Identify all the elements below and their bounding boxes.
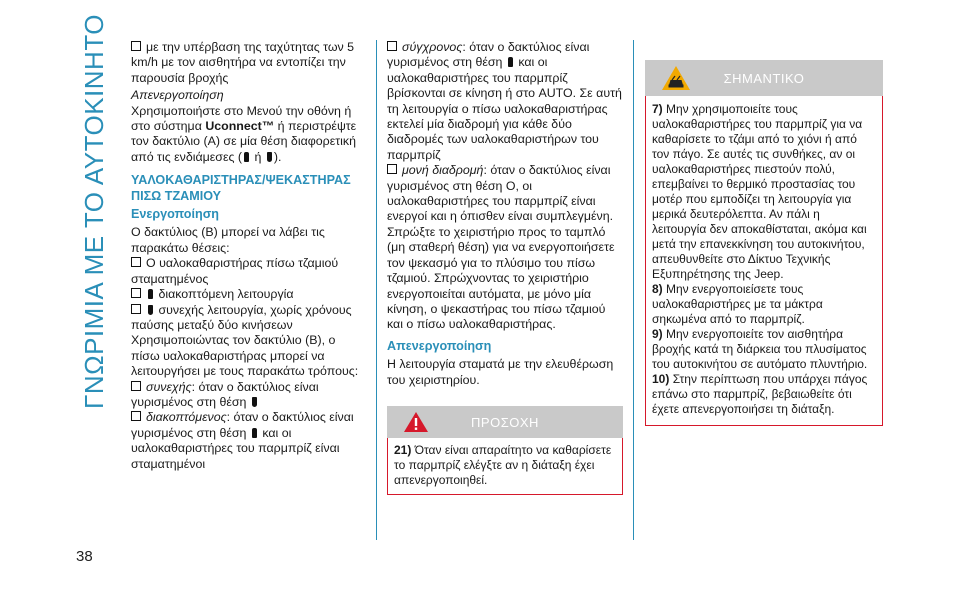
list-item: συνεχής: όταν ο δακτύλιος είναι γυρισμένος στη θέση (131, 379, 319, 409)
ring-paragraph: Ο δακτύλιος (B) μπορεί να λάβει τις παρακάτω θέσεις: (131, 225, 325, 255)
column-1 (131, 40, 367, 472)
side-section-title: ΓΝΩΡΙΜΙΑ ΜΕ ΤΟ ΑΥΤΟΚΙΝΗΤΟ (78, 13, 109, 409)
warning-title: ΠΡΟΣΟΧΗ (471, 414, 539, 430)
list-item: Ο υαλοκαθαριστήρας πίσω τζαμιού σταματημένος (131, 256, 339, 286)
position-box-icon (131, 288, 141, 298)
wiper-position-icon (148, 289, 153, 299)
column-divider (633, 40, 634, 540)
wiper-position-icon (252, 397, 257, 407)
section-heading: ΥΑΛΟΚΑΘΑΡΙΣΤΗΡΑΣ/ΨΕΚΑΣΤΗΡΑΣ ΠΙΣΩ ΤΖΑΜΙΟΥ (131, 173, 351, 203)
note-item: 7) Μην χρησιμοποιείτε τους υαλοκαθαριστήρες του παρμπρίζ για να καθαρίσετε το τζάμι από το χιόνι ή από τον πάγο. Σε αυτές τις συνθήκες, αν οι υαλοκαθαριστήρες πιεστούν πολύ, επεμβαίνει το θερμικό προστασίας του μοτέρ που εμποδίζει τη λειτουργία για μερικά δευτερόλεπτα. Αν πάλι η λειτουργία δεν αποκαθίσταται, ακόμα και μετά την επανεκκίνηση του αυτοκινήτου, απευθυνθείτε στο Δίκτυο Τεχνικής Εξυπηρέτησης της Jeep. (652, 102, 867, 281)
intro-paragraph: με την υπέρβαση της ταχύτητας των 5 km/h με τον αισθητήρα να εντοπίζει την παρουσία βροχής (131, 40, 355, 85)
column-3 (645, 40, 883, 426)
note-item: 10) Στην περίπτωση που υπάρχει πάγος επάνω στο παρμπρίζ, βεβαιωθείτε ότι έχετε απενεργοποιήσει τη διάταξη. (652, 372, 868, 416)
column-divider (376, 40, 377, 540)
list-item: διακοπτόμενη λειτουργία (131, 287, 367, 302)
deactivation-heading: Απενεργοποίηση (387, 338, 492, 353)
position-box-icon (387, 41, 397, 51)
position-box-icon (131, 41, 141, 51)
note-box-header (645, 60, 883, 96)
warning-box-body: 21) Όταν είναι απαραίτητο να καθαρίσετε το παρμπρίζ ελέγξτε αν η διάταξη έχει απενεργοποιηθεί. (387, 438, 623, 495)
activation-heading: Ενεργοποίηση (131, 207, 220, 222)
list-item: μονή διαδρομή: όταν ο δακτύλιος είναι γυρισμένος στη θέση O, οι υαλοκαθαριστήρες του παρμπρίζ είναι ενεργοί και η όπισθεν είναι συμπλεγμένη. (387, 163, 614, 224)
wiper-position-icon (267, 152, 272, 162)
list-item: σύγχρονος: όταν ο δακτύλιος είναι γυρισμένος στη θέση και οι υαλοκαθαριστήρες του παρμπρίζ βρίσκονται σε κίνηση ή στο AUTO. Σε αυτή τη λειτουργία ο πίσω υαλοκαθαριστήρας εκτελεί μία διαδρομή για κάθε δύο διαδρομές των υαλοκαθαριστήρων του παρμπρίζ (387, 40, 622, 162)
washer-paragraph: Σπρώξτε το χειριστήριο προς το ταμπλό (μη σταθερή θέση) για να ενεργοποιήσετε τον ψεκασμό για το πλύσιμο του πίσω τζαμιού. Σπρώχνοντας το χειριστήριο ενεργοποιείται αυτόματα, με μόνο μία κίνηση, ο ψεκαστήρας του πίσω τζαμιού και ο πίσω υαλοκαθαριστήρας. (387, 224, 615, 332)
list-item: συνεχής λειτουργία, χωρίς χρόνους παύσης μεταξύ δύο κινήσεων (131, 302, 352, 332)
wiper-position-icon (244, 152, 249, 162)
wiper-position-icon (508, 57, 513, 67)
deactivation-heading: Απενεργοποίηση (131, 88, 224, 103)
position-box-icon (387, 164, 397, 174)
note-title: ΣΗΜΑΝΤΙΚΟ (723, 71, 805, 86)
position-box-icon (131, 381, 141, 391)
note-item: 8) Μην ενεργοποιείσετε τους υαλοκαθαριστήρες με τα μάκτρα σηκωμένα από το παρμπρίζ. (652, 282, 823, 326)
wiper-position-icon (148, 305, 153, 315)
position-box-icon (131, 257, 141, 267)
note-item: 9) Μην ενεργοποιείτε τον αισθητήρα βροχής κατά τη διάρκεια του πλυσίματος του αυτοκινήτου σε αυτόματο πλυντήριο. (652, 327, 868, 371)
using-paragraph: Χρησιμοποιώντας τον δακτύλιο (B), ο πίσω υαλοκαθαριστήρας μπορεί να λειτουργήσει με τους παρακάτω τρόπους: (131, 333, 359, 379)
column-2 (387, 40, 623, 495)
deactivation-paragraph: Η λειτουργία σταματά με την ελευθέρωση του χειριστηρίου. (387, 357, 614, 387)
note-box-body (645, 96, 883, 426)
position-box-icon (131, 304, 141, 314)
deactivation-paragraph: Χρησιμοποιήστε στο Μενού την οθόνη ή στο σύστημα Uconnect™ ή περιστρέψτε τον δακτύλιο (A) σε μία θέση διαφορετική από τις ενδιάμεσες ( ή ). (131, 103, 357, 164)
list-item: διακοπτόμενος: όταν ο δακτύλιος είναι γυρισμένος στη θέση και οι υαλοκαθαριστήρες του παρμπρίζ είναι σταματημένοι (131, 410, 354, 471)
wiper-position-icon (252, 428, 257, 438)
warning-box-header (387, 406, 623, 438)
page-number: 38 (76, 548, 93, 565)
position-box-icon (131, 411, 141, 421)
